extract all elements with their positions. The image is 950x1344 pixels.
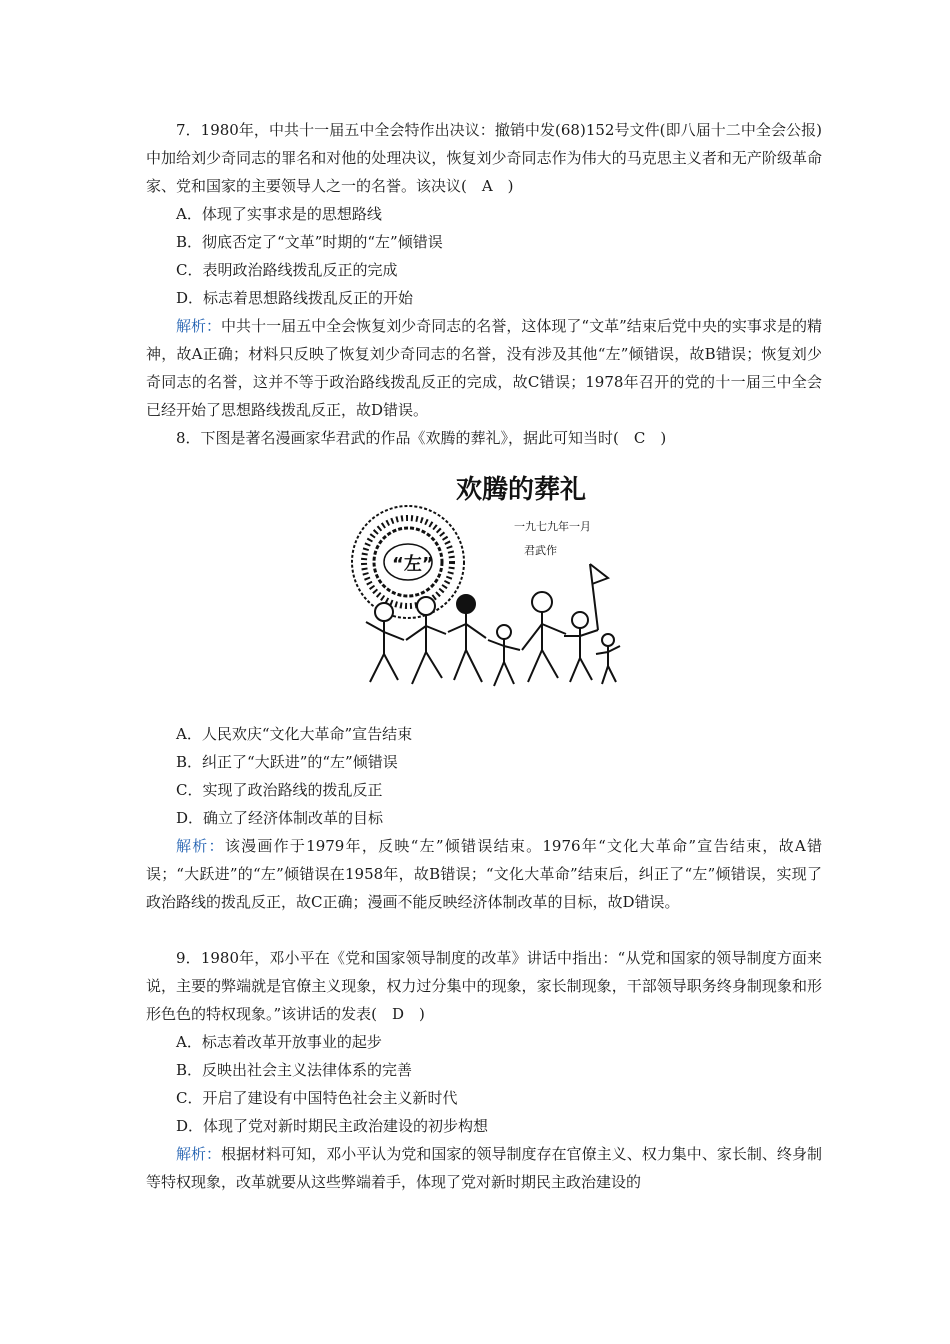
q8-analysis	[146, 832, 822, 916]
q7-option-b: B．彻底否定了“文革”时期的“左”倾错误	[176, 233, 443, 251]
q7-option-c: C．表明政治路线拨乱反正的完成	[176, 261, 398, 279]
document-page	[146, 116, 822, 1196]
q9-option-a: A．标志着改革开放事业的起步	[176, 1033, 382, 1051]
question-gap	[146, 916, 822, 944]
q8-stem: 8．下图是著名漫画家华君武的作品《欢腾的葬礼》，据此可知当时( C )	[176, 429, 667, 447]
q7-analysis	[146, 312, 822, 424]
dancing-figures-drawing	[366, 564, 620, 686]
q8-option-a: A．人民欢庆“文化大革命”宣告结束	[176, 725, 413, 743]
q9-analysis	[146, 1140, 822, 1196]
q8-option-c: C．实现了政治路线的拨乱反正	[176, 781, 383, 799]
q9-analysis-label: 解析：	[176, 1145, 222, 1163]
cartoon-signature: 君武作	[524, 544, 557, 557]
q8-option-d: D．确立了经济体制改革的目标	[176, 809, 384, 827]
q7-analysis-label: 解析：	[176, 317, 222, 335]
q9-stem: 9．1980年，邓小平在《党和国家领导制度的改革》讲话中指出：“从党和国家的领导制度方面来说，主要的弊端就是官僚主义现象，权力过分集中的现象，家长制现象，干部领导职务终身制现象和形形色色的特权现象。”该讲话的发表( D )	[146, 949, 822, 1023]
cartoon-date: 一九七九年一月	[514, 520, 591, 533]
q9-option-d: D．体现了党对新时期民主政治建设的初步构想	[176, 1117, 489, 1135]
cartoon-figure	[146, 454, 822, 716]
cartoon-illustration	[346, 454, 636, 716]
q8-analysis-text: 该漫画作于1979年，反映“左”倾错误结束。1976年“文化大革命”宣告结束，故A错误；“大跃进”的“左”倾错误在1958年，故B错误；“文化大革命”结束后，纠正了“左”倾错误，实现了政治路线的拨乱反正，故C正确；漫画不能反映经济体制改革的目标，故D错误。	[146, 837, 822, 911]
q9-option-c: C．开启了建设有中国特色社会主义新时代	[176, 1089, 458, 1107]
q9-analysis-text: 根据材料可知，邓小平认为党和国家的领导制度存在官僚主义、权力集中、家长制、终身制等特权现象，改革就要从这些弊端着手，体现了党对新时期民主政治建设的	[146, 1145, 822, 1191]
q7-option-d: D．标志着思想路线拨乱反正的开始	[176, 289, 414, 307]
q7-analysis-text: 中共十一届五中全会恢复刘少奇同志的名誉，这体现了“文革”结束后党中央的实事求是的精神，故A正确；材料只反映了恢复刘少奇同志的名誉，没有涉及其他“左”倾错误，故B错误；恢复刘少奇同志的名誉，这并不等于政治路线拨乱反正的完成，故C错误；1978年召开的党的十一届三中全会已经开始了思想路线拨乱反正，故D错误。	[146, 317, 822, 419]
cartoon-title: 欢腾的葬礼	[456, 475, 587, 505]
q7-option-a: A．体现了实事求是的思想路线	[176, 205, 382, 223]
wreath-label: “左”	[392, 554, 434, 575]
q7-stem: 7．1980年，中共十一届五中全会特作出决议：撤销中发(68)152号文件(即八届十二中全会公报)中加给刘少奇同志的罪名和对他的处理决议，恢复刘少奇同志作为伟大的马克思主义者和无产阶级革命家、党和国家的主要领导人之一的名誉。该决议( A )	[146, 121, 822, 195]
q8-analysis-label: 解析：	[176, 837, 225, 855]
q9-option-b: B．反映出社会主义法律体系的完善	[176, 1061, 413, 1079]
wreath-drawing	[352, 506, 464, 618]
q8-option-b: B．纠正了“大跃进”的“左”倾错误	[176, 753, 398, 771]
